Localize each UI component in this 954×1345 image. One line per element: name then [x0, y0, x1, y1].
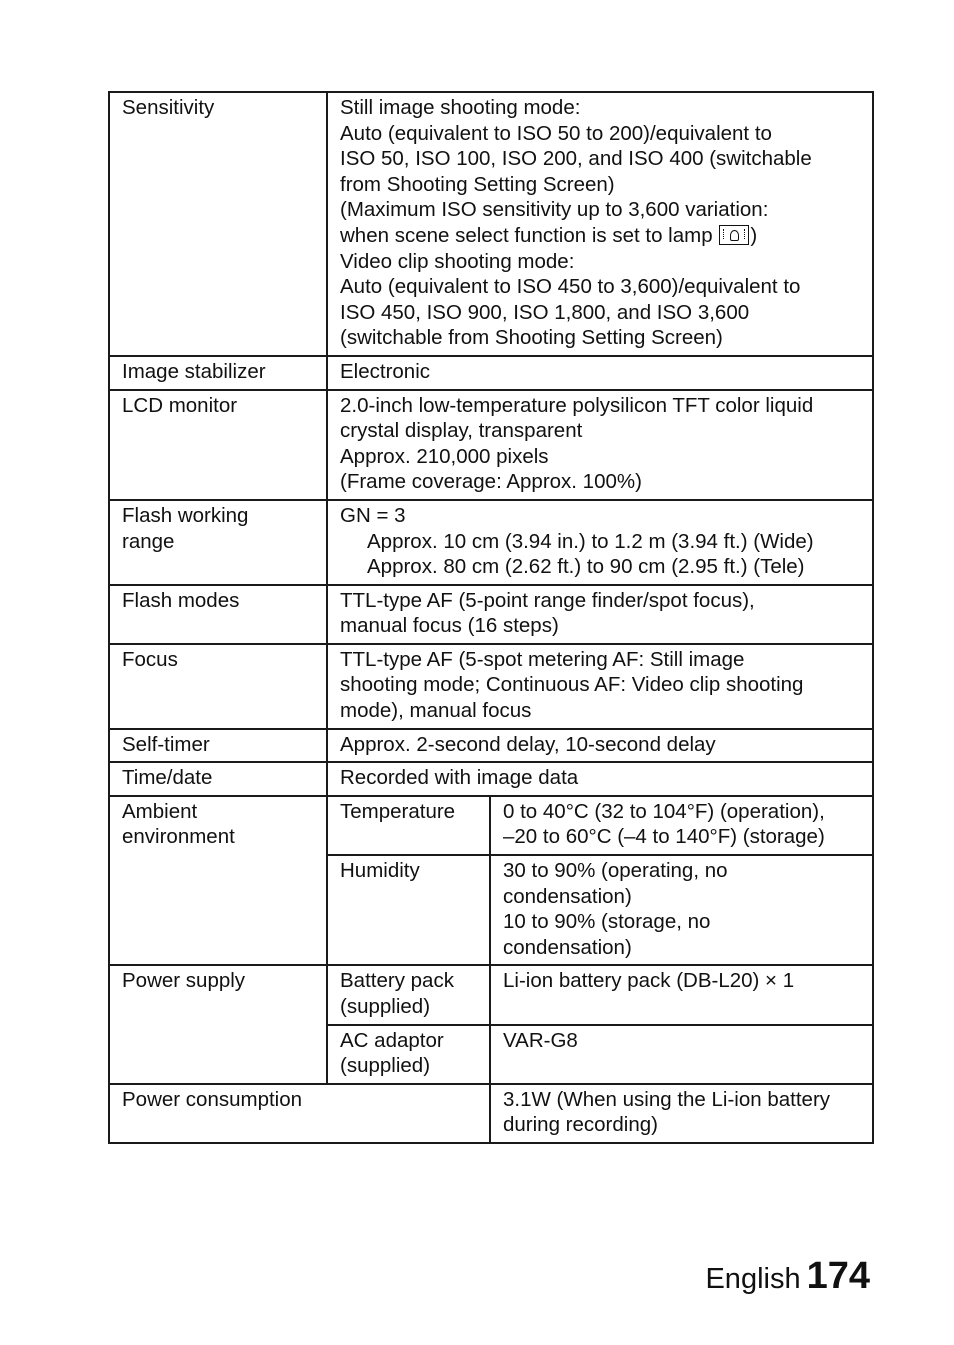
text-line: shooting mode; Continuous AF: Video clip shooting — [340, 673, 804, 697]
spec-row-power-consumption — [109, 1084, 873, 1143]
text-line: Still image shooting mode: — [340, 96, 581, 119]
spec-value: Recorded with image data — [327, 762, 873, 796]
text-line: 0 to 40°C (32 to 104°F) (operation), — [503, 799, 825, 823]
text-line: (Frame coverage: Approx. 100%) — [340, 470, 642, 494]
text-line: manual focus (16 steps) — [340, 614, 559, 638]
spec-label: Power consumption — [109, 1084, 490, 1143]
spec-row-flash-working-range — [109, 500, 873, 585]
text-line: 30 to 90% (operating, no — [503, 859, 728, 883]
text-line: TTL-type AF (5-spot metering AF: Still image — [340, 647, 745, 671]
label-line: AC adaptor — [340, 1028, 444, 1052]
label-line: Battery pack — [340, 969, 454, 993]
text-line: 3.1W (When using the Li-ion battery — [503, 1087, 831, 1111]
page-number: 174 — [806, 1255, 870, 1297]
label-line: Ambient — [122, 799, 198, 823]
text-line: 10 to 90% (storage, no — [503, 910, 711, 934]
spec-sublabel: Humidity — [327, 855, 490, 965]
spec-row-ambient-temperature — [109, 796, 873, 855]
text-line: (switchable from Shooting Setting Screen) — [340, 326, 723, 350]
text-fragment: when scene select function is set to lamp — [340, 223, 713, 247]
spec-value — [327, 585, 873, 644]
spec-value — [327, 500, 873, 585]
spec-label: LCD monitor — [109, 390, 327, 500]
text-line: condensation) — [503, 935, 632, 959]
spec-label: Focus — [109, 644, 327, 729]
text-line: Auto (equivalent to ISO 50 to 200)/equivalent to — [340, 121, 772, 145]
spec-sublabel: Temperature — [327, 796, 490, 855]
spec-sublabel — [327, 1025, 490, 1084]
spec-label: Image stabilizer — [109, 356, 327, 390]
text-line: from Shooting Setting Screen) — [340, 172, 615, 196]
text-line: mode), manual focus — [340, 699, 532, 723]
text-line: Approx. 10 cm (3.94 in.) to 1.2 m (3.94 ft.) (Wide) — [367, 529, 814, 553]
text-line: crystal display, transparent — [340, 419, 583, 443]
spec-value — [490, 1084, 873, 1143]
text-line: Auto (equivalent to ISO 450 to 3,600)/equivalent to — [340, 275, 801, 299]
text-line-with-icon — [340, 223, 862, 249]
spec-sublabel — [327, 965, 490, 1024]
spec-row-sensitivity — [109, 92, 873, 356]
footer-language: English — [705, 1263, 801, 1295]
spec-label: Self-timer — [109, 729, 327, 763]
spec-row-self-timer — [109, 729, 873, 763]
text-line: 2.0-inch low-temperature polysilicon TFT color liquid — [340, 393, 814, 417]
spec-value: VAR-G8 — [490, 1025, 873, 1084]
text-fragment: ) — [750, 223, 758, 247]
text-line: –20 to 60°C (–4 to 140°F) (storage) — [503, 825, 825, 849]
spec-row-image-stabilizer — [109, 356, 873, 390]
spec-value — [327, 92, 873, 356]
lamp-scene-icon — [719, 225, 749, 245]
spec-label: Flash modes — [109, 585, 327, 644]
spec-label — [109, 796, 327, 966]
spec-label: Sensitivity — [109, 92, 327, 356]
spec-row-time-date — [109, 762, 873, 796]
label-line: Flash working — [122, 503, 249, 527]
text-line: Approx. 210,000 pixels — [340, 444, 549, 468]
spec-value — [327, 390, 873, 500]
text-line: Video clip shooting mode: — [340, 249, 575, 273]
spec-value: Approx. 2-second delay, 10-second delay — [327, 729, 873, 763]
text-line: GN = 3 — [340, 503, 406, 527]
label-line: range — [122, 529, 175, 553]
spec-value — [490, 796, 873, 855]
spec-label: Time/date — [109, 762, 327, 796]
spec-value: Electronic — [327, 356, 873, 390]
text-line: TTL-type AF (5-point range finder/spot focus), — [340, 588, 755, 612]
label-line: (supplied) — [340, 995, 431, 1018]
text-line: (Maximum ISO sensitivity up to 3,600 variation: — [340, 198, 769, 222]
spec-row-focus — [109, 644, 873, 729]
spec-value: Li-ion battery pack (DB-L20) × 1 — [490, 965, 873, 1024]
text-line: ISO 50, ISO 100, ISO 200, and ISO 400 (switchable — [340, 147, 812, 171]
spec-row-flash-modes — [109, 585, 873, 644]
spec-value — [490, 855, 873, 965]
spec-label: Power supply — [109, 965, 327, 1083]
text-line: ISO 450, ISO 900, ISO 1,800, and ISO 3,600 — [340, 300, 750, 324]
label-line: (supplied) — [340, 1054, 431, 1078]
spec-label — [109, 500, 327, 585]
spec-row-lcd-monitor — [109, 390, 873, 500]
page-footer — [705, 1255, 870, 1298]
specifications-table — [108, 91, 874, 1144]
text-line: condensation) — [503, 884, 632, 908]
text-line: Approx. 80 cm (2.62 ft.) to 90 cm (2.95 ft.) (Tele) — [367, 555, 805, 579]
text-line: during recording) — [503, 1113, 658, 1137]
spec-row-power-supply-battery — [109, 965, 873, 1024]
label-line: environment — [122, 825, 235, 849]
spec-value — [327, 644, 873, 729]
